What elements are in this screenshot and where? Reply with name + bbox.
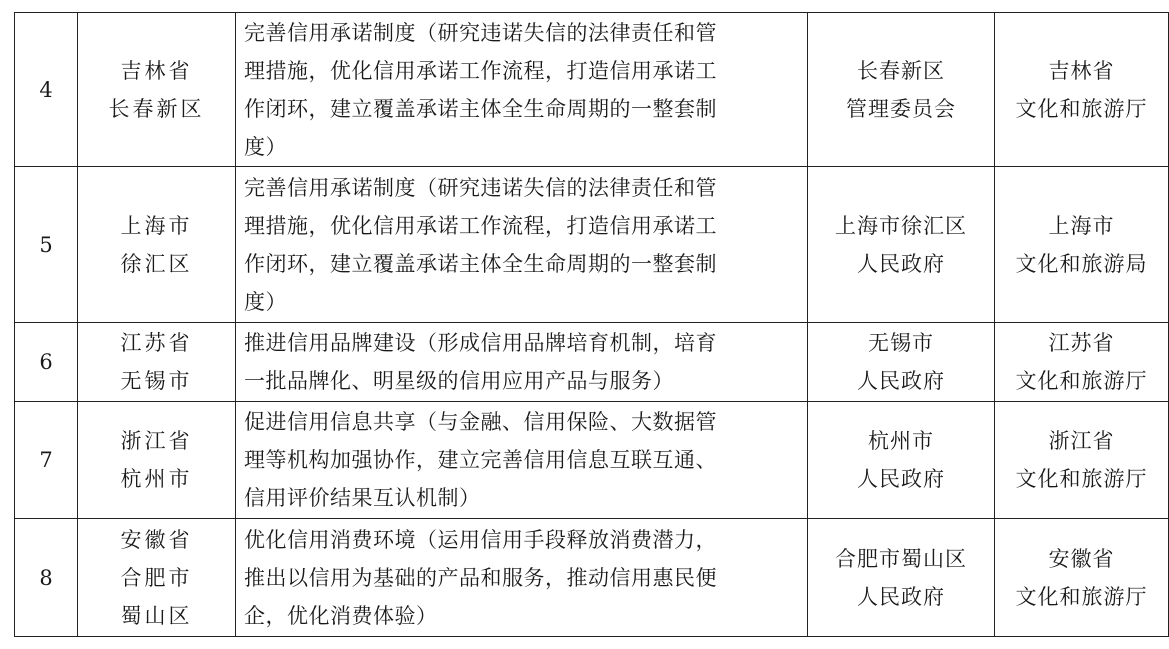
- region-cell: [78, 402, 236, 519]
- region-line: 无锡市: [120, 369, 193, 393]
- org-cell: [808, 13, 995, 167]
- org-line: 合肥市蜀山区: [835, 546, 967, 571]
- region-line: 浙江省: [120, 429, 193, 453]
- content-line: 作闭环，建立覆盖承诺主体全生命周期的一整套制: [244, 96, 717, 121]
- region-cell: [78, 13, 236, 167]
- region-line: 安徽省: [120, 527, 193, 552]
- content-line: 优化信用消费环境（运用信用手段释放消费潜力，: [244, 527, 717, 552]
- table-row: [15, 402, 1169, 519]
- row-number: 7: [15, 402, 78, 519]
- org-line: 人民政府: [857, 369, 945, 393]
- content-line: 推进信用品牌建设（形成信用品牌培育机制，培育: [244, 331, 717, 355]
- region-cell: [78, 519, 236, 637]
- content-line: 作闭环，建立覆盖承诺主体全生命周期的一整套制: [244, 251, 717, 276]
- content-cell: [236, 402, 808, 519]
- region-line: 吉林省: [120, 58, 193, 83]
- agency-line: 文化和旅游厅: [1015, 584, 1148, 609]
- content-cell: [236, 519, 808, 637]
- row-number: 5: [15, 167, 78, 323]
- agency-line: 上海市: [1048, 213, 1115, 238]
- org-line: 无锡市: [868, 331, 934, 355]
- agency-line: 浙江省: [1048, 429, 1115, 453]
- content-cell: [236, 323, 808, 402]
- content-line: 企，优化消费体验）: [244, 603, 438, 628]
- org-cell: [808, 402, 995, 519]
- org-line: 上海市徐汇区: [835, 213, 967, 238]
- agency-line: 江苏省: [1048, 331, 1115, 355]
- agency-line: 安徽省: [1048, 546, 1115, 571]
- content-line: 理等机构加强协作，建立完善信用信息互联互通、: [244, 448, 717, 472]
- region-line: 杭州市: [120, 467, 193, 491]
- table-row: [15, 13, 1169, 167]
- agency-cell: [995, 519, 1169, 637]
- org-cell: [808, 323, 995, 402]
- org-line: 人民政府: [857, 251, 945, 276]
- content-line: 促进信用信息共享（与金融、信用保险、大数据管: [244, 410, 717, 434]
- agency-cell: [995, 402, 1169, 519]
- agency-line: 文化和旅游厅: [1015, 96, 1148, 121]
- content-line: 度）: [244, 134, 287, 159]
- content-line: 理措施，优化信用承诺工作流程，打造信用承诺工: [244, 213, 717, 238]
- row-number: 8: [15, 519, 78, 637]
- region-cell: [78, 167, 236, 323]
- region-line: 合肥市: [120, 565, 193, 590]
- table-row: [15, 167, 1169, 323]
- org-line: 长春新区: [857, 58, 945, 83]
- region-line: 长春新区: [108, 96, 205, 121]
- content-line: 信用评价结果互认机制）: [244, 486, 481, 510]
- agency-line: 吉林省: [1048, 58, 1115, 83]
- region-line: 上海市: [120, 213, 193, 238]
- region-line: 蜀山区: [120, 603, 193, 628]
- org-line: 管理委员会: [846, 96, 956, 121]
- org-cell: [808, 167, 995, 323]
- agency-line: 文化和旅游局: [1015, 251, 1148, 276]
- org-cell: [808, 519, 995, 637]
- agency-cell: [995, 13, 1169, 167]
- pilot-table: [14, 12, 1169, 637]
- content-cell: [236, 167, 808, 323]
- org-line: 人民政府: [857, 467, 945, 491]
- content-line: 完善信用承诺制度（研究违诺失信的法律责任和管: [244, 175, 717, 200]
- content-line: 完善信用承诺制度（研究违诺失信的法律责任和管: [244, 20, 717, 45]
- org-line: 人民政府: [857, 584, 945, 609]
- region-line: 江苏省: [120, 331, 193, 355]
- row-number: 4: [15, 13, 78, 167]
- agency-cell: [995, 323, 1169, 402]
- agency-line: 文化和旅游厅: [1015, 467, 1148, 491]
- agency-cell: [995, 167, 1169, 323]
- content-line: 推出以信用为基础的产品和服务，推动信用惠民便: [244, 565, 717, 590]
- region-line: 徐汇区: [120, 251, 193, 276]
- table-row: [15, 323, 1169, 402]
- table-row: [15, 519, 1169, 637]
- content-line: 一批品牌化、明星级的信用应用产品与服务）: [244, 369, 674, 393]
- content-line: 理措施，优化信用承诺工作流程，打造信用承诺工: [244, 58, 717, 83]
- row-number: 6: [15, 323, 78, 402]
- agency-line: 文化和旅游厅: [1015, 369, 1148, 393]
- content-cell: [236, 13, 808, 167]
- content-line: 度）: [244, 289, 287, 314]
- region-cell: [78, 323, 236, 402]
- org-line: 杭州市: [868, 429, 934, 453]
